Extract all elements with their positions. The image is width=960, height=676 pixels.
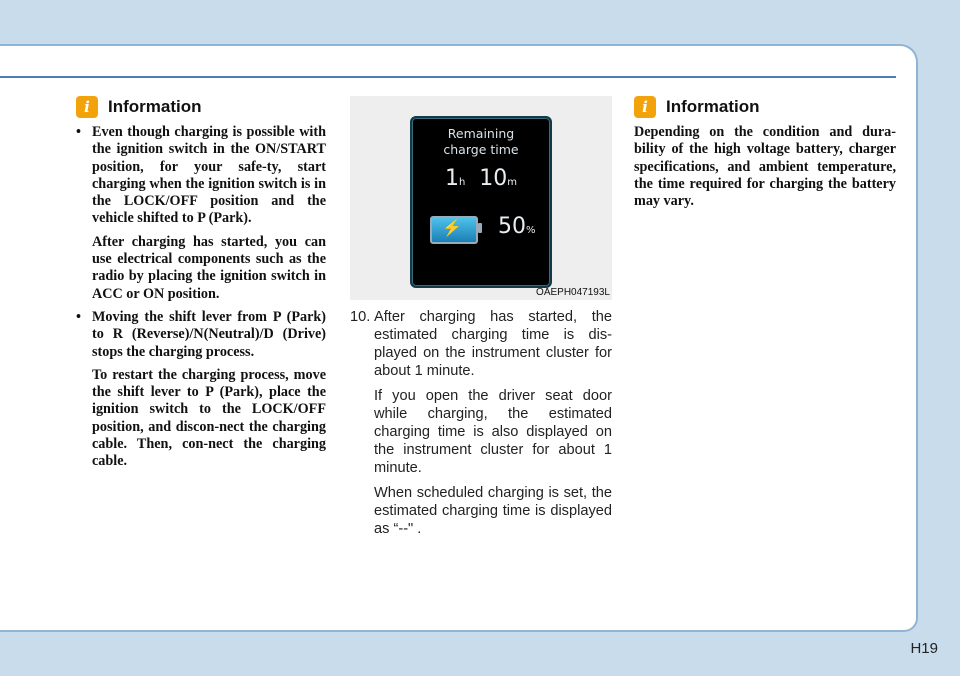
info-header-right (634, 96, 896, 118)
step-paragraph: If you open the driver seat door while charging, the estimated charging time is also displayed on the instrument cluster for about 1 minute. (374, 388, 612, 476)
step-item (350, 308, 612, 380)
page-number: H19 (910, 640, 938, 657)
info-title-right: Information (666, 97, 760, 116)
info-text-right: Depending on the condition and dura-bility of the high voltage battery, charger specifications, and ambient temperature, the time required for charging the battery may vary. (634, 124, 896, 210)
bullet-text: Even though charging is possible with the ignition switch in the ON/START position, for your safe-ty, start charging when the ignition switch is in the LOCK/OFF position and the vehicle shifted to P (Park). (92, 124, 326, 227)
step-number: 10. (350, 309, 371, 325)
image-code: OAEPH047193L (536, 287, 610, 298)
battery-tip (478, 223, 482, 233)
bullet-follow-text: To restart the charging process, move the shift lever to P (Park), place the ignition switch to the LOCK/OFF position, and discon-nect the charging cable. Then, con-nect the charging cable. (92, 366, 326, 470)
bullet-dot: • (76, 124, 81, 140)
remaining-time: 1h 10m (444, 166, 518, 191)
right-column (634, 96, 896, 210)
info-title-left: Information (108, 97, 202, 116)
bolt-icon: ⚡ (442, 220, 462, 237)
left-column (76, 96, 326, 471)
instrument-cluster-figure (350, 96, 612, 300)
bullet-item (76, 124, 326, 228)
cluster-display (410, 116, 552, 288)
step-text: After charging has started, the estimated charging time is dis-played on the instrument cluster for about 1 minute. (374, 309, 612, 379)
header-rule (0, 76, 896, 78)
middle-column (350, 96, 612, 538)
info-header-left (76, 96, 326, 118)
bullet-follow-text: After charging has started, you can use electrical components such as the radio by placing the ignition switch in ACC or ON position. (92, 233, 326, 302)
cluster-label: Remaining charge time (443, 126, 519, 157)
bullet-text: Moving the shift lever from P (Park) to R (Reverse)/N(Neutral)/D (Drive) stops the charging process. (92, 308, 326, 360)
step-paragraph: When scheduled charging is set, the estimated charging time is displayed as “--" . (374, 485, 612, 537)
bullet-dot: • (76, 308, 81, 325)
battery-percent: 50% (498, 214, 536, 239)
info-icon: i (76, 96, 98, 118)
bullet-item (76, 309, 326, 361)
info-icon: i (634, 96, 656, 118)
